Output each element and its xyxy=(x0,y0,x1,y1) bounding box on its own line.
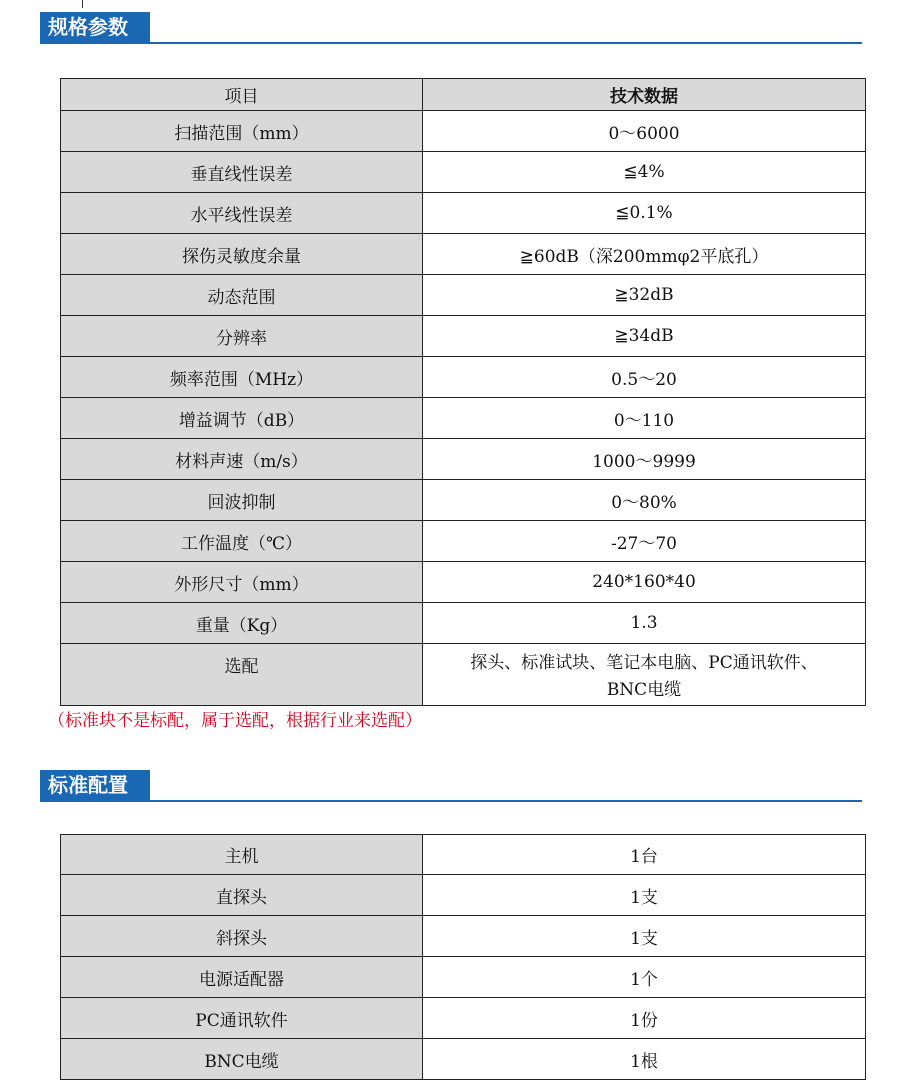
spec-row-label: 增益调节（dB） xyxy=(61,398,423,439)
table-row xyxy=(61,875,866,916)
table-row xyxy=(61,835,866,875)
table-row xyxy=(61,316,866,357)
config-row-value: 1个 xyxy=(423,957,866,998)
spec-row-label: 水平线性误差 xyxy=(61,193,423,234)
spec-row-value: ≧60dB（深200mmφ2平底孔） xyxy=(423,234,866,275)
table-row xyxy=(61,398,866,439)
spec-row-value: 1000～9999 xyxy=(423,439,866,480)
spec-row-value: ≧32dB xyxy=(423,275,866,316)
spec-options-value xyxy=(423,644,866,706)
spec-row-label: 动态范围 xyxy=(61,275,423,316)
spec-row-label: 材料声速（m/s） xyxy=(61,439,423,480)
table-row xyxy=(61,152,866,193)
spec-options-value-line1: 探头、标准试块、笔记本电脑、PC通讯软件、 xyxy=(470,653,818,673)
spec-row-label: 分辨率 xyxy=(61,316,423,357)
spec-table-header-row xyxy=(61,79,866,111)
spec-row-value: -27～70 xyxy=(423,521,866,562)
config-row-value: 1根 xyxy=(423,1039,866,1080)
spec-row-label: 探伤灵敏度余量 xyxy=(61,234,423,275)
spec-row-value: ≦4% xyxy=(423,152,866,193)
spec-header-label: 项目 xyxy=(61,79,423,111)
spec-options-label: 选配 xyxy=(61,644,423,706)
spec-row-value: 0～80% xyxy=(423,480,866,521)
config-section-rule xyxy=(40,800,862,802)
spec-options-value-line2: BNC电缆 xyxy=(606,680,682,700)
spec-row-value: ≧34dB xyxy=(423,316,866,357)
spec-row-label: 频率范围（MHz） xyxy=(61,357,423,398)
top-tick-mark xyxy=(82,0,83,8)
config-row-label: 直探头 xyxy=(61,875,423,916)
table-row xyxy=(61,111,866,152)
spec-section-header xyxy=(40,12,862,44)
table-row xyxy=(61,275,866,316)
table-row xyxy=(61,1039,866,1080)
spec-row-value: ≦0.1% xyxy=(423,193,866,234)
spec-row-value: 1.3 xyxy=(423,603,866,644)
table-row xyxy=(61,480,866,521)
table-row xyxy=(61,998,866,1039)
config-row-label: 主机 xyxy=(61,835,423,875)
spec-row-label: 重量（Kg） xyxy=(61,603,423,644)
config-section-header xyxy=(40,770,862,802)
spec-section-title: 规格参数 xyxy=(40,12,150,42)
spec-options-row xyxy=(61,644,866,706)
config-table xyxy=(60,834,866,1080)
spec-row-label: 扫描范围（mm） xyxy=(61,111,423,152)
config-row-label: 斜探头 xyxy=(61,916,423,957)
table-row xyxy=(61,357,866,398)
table-row xyxy=(61,562,866,603)
config-row-label: BNC电缆 xyxy=(61,1039,423,1080)
config-row-label: PC通讯软件 xyxy=(61,998,423,1039)
table-row xyxy=(61,439,866,480)
spec-header-value: 技术数据 xyxy=(423,79,866,111)
table-row xyxy=(61,521,866,562)
table-row xyxy=(61,603,866,644)
spec-table xyxy=(60,78,866,706)
spec-row-label: 垂直线性误差 xyxy=(61,152,423,193)
spec-row-value: 0～6000 xyxy=(423,111,866,152)
config-row-value: 1台 xyxy=(423,835,866,875)
spec-section-rule xyxy=(40,42,862,44)
config-row-value: 1支 xyxy=(423,875,866,916)
spec-row-label: 回波抑制 xyxy=(61,480,423,521)
spec-row-value: 0.5～20 xyxy=(423,357,866,398)
table-row xyxy=(61,916,866,957)
spec-row-label: 外形尺寸（mm） xyxy=(61,562,423,603)
spec-row-value: 240*160*40 xyxy=(423,562,866,603)
table-row xyxy=(61,193,866,234)
table-row xyxy=(61,957,866,998)
config-row-label: 电源适配器 xyxy=(61,957,423,998)
config-row-value: 1支 xyxy=(423,916,866,957)
spec-row-value: 0～110 xyxy=(423,398,866,439)
config-section-title: 标准配置 xyxy=(40,770,150,800)
config-row-value: 1份 xyxy=(423,998,866,1039)
optional-note: （标准块不是标配，属于选配，根据行业来选配） xyxy=(48,711,422,731)
spec-row-label: 工作温度（℃） xyxy=(61,521,423,562)
table-row xyxy=(61,234,866,275)
